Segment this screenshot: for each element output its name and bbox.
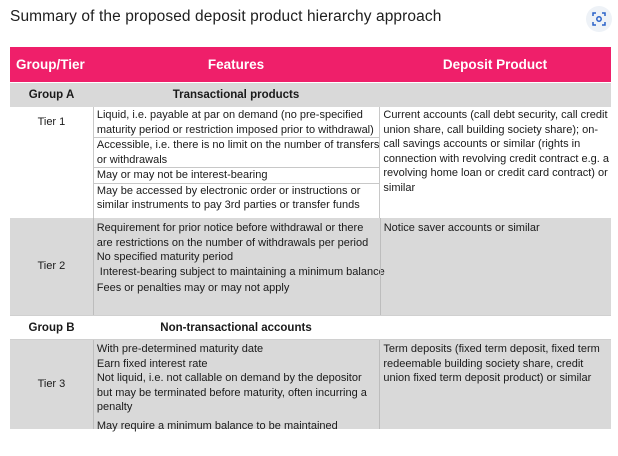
group-a-label: Group A xyxy=(28,89,75,101)
group-a-row xyxy=(10,82,611,107)
tier3-feature: Earn fixed interest rate xyxy=(96,357,208,370)
tier1-row xyxy=(10,107,611,218)
header-deposit-product: Deposit Product xyxy=(442,57,548,72)
tier2-feature: Requirement for prior notice before withdrawal or there are restrictions on the number of withdrawals per period xyxy=(96,222,369,249)
lens-scan-icon xyxy=(592,12,606,26)
group-b-title: Non-transactional accounts xyxy=(160,321,312,334)
tier2-feature: No specified maturity period xyxy=(96,251,234,263)
tier3-label: Tier 3 xyxy=(37,378,66,391)
header-group-tier: Group/Tier xyxy=(16,57,85,72)
tier1-feature: May be accessed by electronic order or instructions or similar instruments to pay 3rd parties or transfer funds xyxy=(96,184,361,211)
tier3-feature: Not liquid, i.e. not callable on demand by the depositor but may be terminated before maturity, often incurring a penalty xyxy=(96,372,367,413)
tier1-product: Current accounts (call debt security, call credit union share, call building society share); on-call savings accounts or similar (rights in connection with revolving credit contract e.g. a revolving home loan or credit card contract) or similar xyxy=(379,107,611,218)
tier1-label: Tier 1 xyxy=(37,116,66,128)
tier2-label: Tier 2 xyxy=(37,260,66,273)
page-title: Summary of the proposed deposit product hierarchy approach xyxy=(10,8,442,25)
tier3-row xyxy=(10,340,611,432)
deposit-hierarchy-table xyxy=(10,47,611,432)
tier3-features xyxy=(93,340,380,432)
tier1-feature: Accessible, i.e. there is no limit on the number of transfers or withdrawals xyxy=(94,138,380,168)
tier2-feature: Fees or penalties may or may not apply xyxy=(96,282,290,294)
tier3-product: Term deposits (fixed term deposit, fixed term redeemable building society share, credit union fixed term deposit product) or similar xyxy=(379,340,611,429)
tier1-feature: May or may not be interest-bearing xyxy=(94,168,380,184)
tier2-features xyxy=(93,218,385,315)
lens-button[interactable] xyxy=(586,6,612,32)
tier2-product: Notice saver accounts or similar xyxy=(380,218,611,315)
table-header-row xyxy=(10,47,611,82)
tier3-feature: With pre-determined maturity date xyxy=(96,343,264,355)
group-b-label: Group B xyxy=(28,321,75,334)
header-features: Features xyxy=(207,57,265,72)
tier2-row xyxy=(10,218,611,315)
tier1-feature: Liquid, i.e. payable at par on demand (no pre-specified maturity period or restriction imposed prior to withdrawal) xyxy=(94,107,380,138)
tier1-features xyxy=(93,107,380,218)
group-a-title: Transactional products xyxy=(172,89,300,101)
tier2-feature: Interest-bearing subject to maintaining a minimum balance xyxy=(96,265,385,278)
tier3-feature: May require a minimum balance to be maintained xyxy=(96,419,338,432)
group-b-row xyxy=(10,315,611,340)
